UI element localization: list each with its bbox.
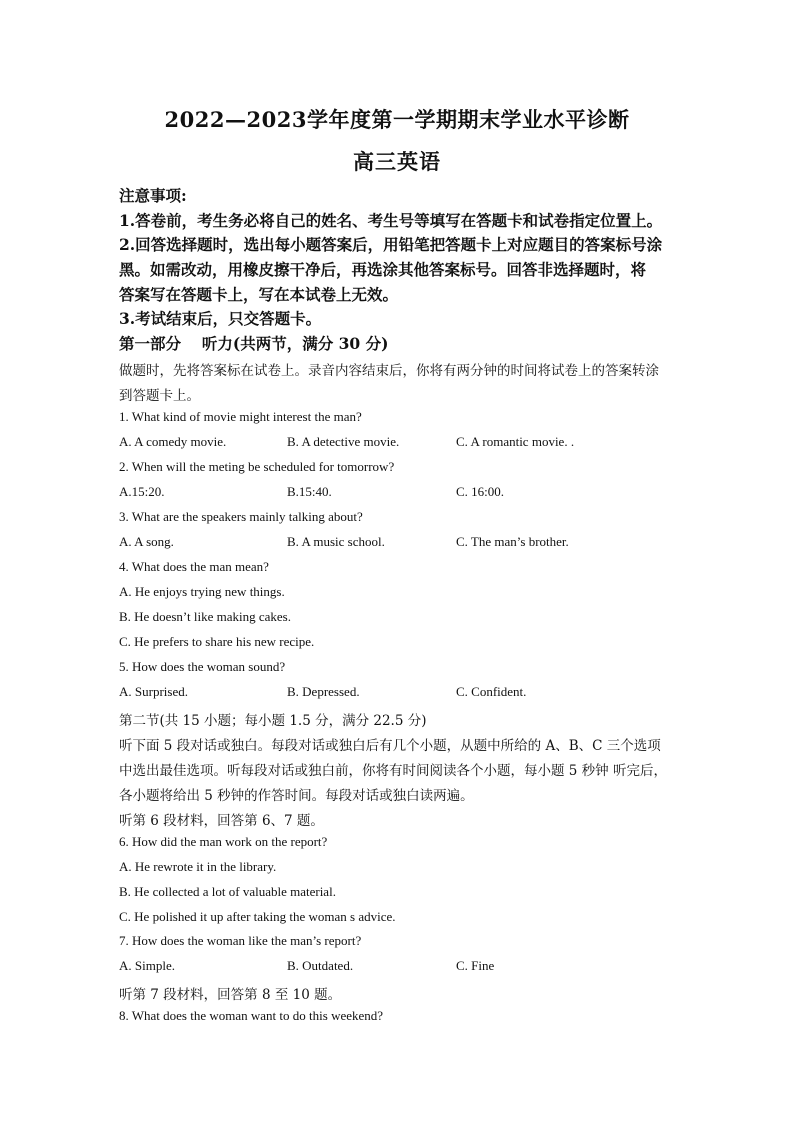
option-b: B. A detective movie.	[287, 434, 400, 449]
question-3: 3. What are the speakers mainly talking about?	[119, 509, 363, 524]
option-c: C. He prefers to share his new recipe.	[119, 634, 315, 649]
section2-instruction: 中选出最佳选项。听每段对话或独白前，你将有时间阅读各个小题，每小题 5 秒钟 听完后，	[119, 763, 667, 779]
option-c: C. Fine	[456, 958, 495, 973]
option-a: A.15:20.	[119, 484, 165, 499]
exam-title: 2022—2023学年度第一学期期末学业水平诊断	[164, 107, 630, 132]
question-2: 2. When will the meting be scheduled for tomorrow?	[119, 459, 395, 474]
notice-item: 1.答卷前，考生务必将自己的姓名、考生号等填写在答题卡和试卷指定位置上。	[119, 211, 663, 230]
question-7: 7. How does the woman like the man’s report?	[119, 933, 362, 948]
option-a: A. Surprised.	[119, 684, 188, 699]
part1-instruction: 到答题卡上。	[119, 388, 200, 404]
part1-heading: 第一部分 听力(共两节，满分 30 分)	[119, 334, 389, 353]
option-b: B.15:40.	[287, 484, 332, 499]
option-a: A. Simple.	[119, 958, 175, 973]
question-1: 1. What kind of movie might interest the man?	[119, 409, 362, 424]
question-6: 6. How did the man work on the report?	[119, 834, 328, 849]
part1-instruction: 做题时，先将答案标在试卷上。录音内容结束后，你将有两分钟的时间将试卷上的答案转涂	[119, 363, 659, 379]
notice-item: 2.回答选择题时，选出每小题答案后，用铅笔把答题卡上对应题目的答案标号涂	[119, 235, 663, 254]
option-b: B. Outdated.	[287, 958, 354, 973]
material-7: 听第 7 段材料，回答第 8 至 10 题。	[119, 987, 342, 1003]
option-a: A. He rewrote it in the library.	[119, 859, 277, 874]
option-b: B. A music school.	[287, 534, 385, 549]
option-c: C. He polished it up after taking the woman s advice.	[119, 909, 396, 924]
option-a: A. A comedy movie.	[119, 434, 227, 449]
notice-item: 3.考试结束后，只交答题卡。	[119, 309, 322, 328]
notice-item: 黑。如需改动，用橡皮擦干净后，再选涂其他答案标号。回答非选择题时，将	[119, 260, 647, 279]
option-b: B. He doesn’t like making cakes.	[119, 609, 291, 624]
section2-instruction: 听下面 5 段对话或独白。每段对话或独白后有几个小题，从题中所给的 A、B、C 三个选项	[119, 738, 661, 754]
section2-heading: 第二节(共 15 小题；每小题 1.5 分，满分 22.5 分)	[119, 713, 427, 729]
question-8: 8. What does the woman want to do this weekend?	[119, 1008, 384, 1023]
option-b: B. Depressed.	[287, 684, 360, 699]
notice-heading: 注意事项:	[119, 186, 187, 205]
option-c: C. Confident.	[456, 684, 527, 699]
option-c: C. 16:00.	[456, 484, 505, 499]
question-4: 4. What does the man mean?	[119, 559, 269, 574]
option-a: A. He enjoys trying new things.	[119, 584, 285, 599]
exam-subtitle: 高三英语	[353, 149, 441, 174]
section2-instruction: 各小题将给出 5 秒钟的作答时间。每段对话或独白读两遍。	[119, 788, 474, 804]
option-c: C. A romantic movie. .	[456, 434, 575, 449]
material-6: 听第 6 段材料，回答第 6、7 题。	[119, 813, 324, 829]
option-b: B. He collected a lot of valuable material.	[119, 884, 336, 899]
notice-item: 答案写在答题卡上，写在本试卷上无效。	[119, 285, 399, 304]
option-c: C. The man’s brother.	[456, 534, 569, 549]
option-a: A. A song.	[119, 534, 174, 549]
question-5: 5. How does the woman sound?	[119, 659, 286, 674]
